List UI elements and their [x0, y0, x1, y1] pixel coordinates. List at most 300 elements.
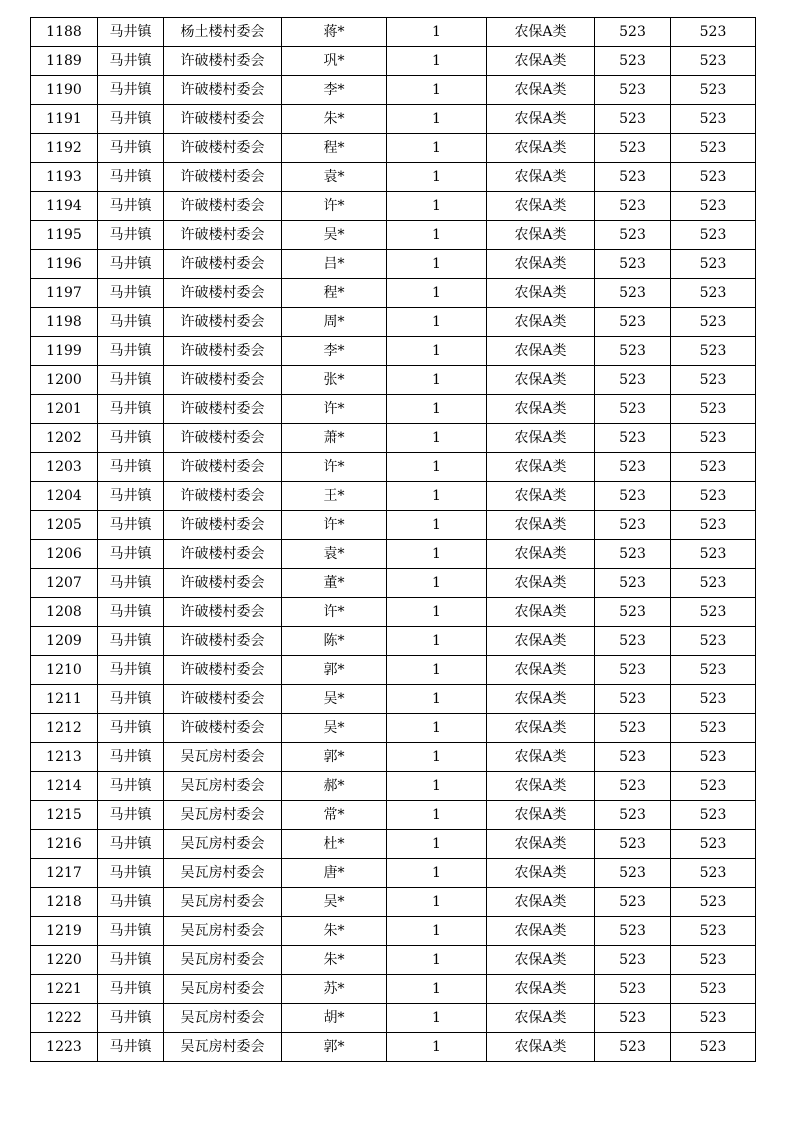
name-cell: 程*: [282, 279, 387, 308]
town-cell: 马井镇: [98, 482, 164, 511]
village-committee-cell: 许破楼村委会: [164, 250, 282, 279]
category-cell: 农保A类: [487, 424, 595, 453]
village-committee-cell: 许破楼村委会: [164, 511, 282, 540]
town-cell: 马井镇: [98, 946, 164, 975]
category-cell: 农保A类: [487, 163, 595, 192]
count-cell: 1: [387, 540, 487, 569]
name-cell: 吴*: [282, 888, 387, 917]
town-cell: 马井镇: [98, 366, 164, 395]
row-number-cell: 1192: [31, 134, 98, 163]
count-cell: 1: [387, 76, 487, 105]
table-row: [31, 598, 756, 627]
table-body: [31, 18, 756, 1062]
name-cell: 许*: [282, 395, 387, 424]
table-row: [31, 830, 756, 859]
row-number-cell: 1218: [31, 888, 98, 917]
payment-amount-cell: 523: [671, 337, 756, 366]
row-number-cell: 1221: [31, 975, 98, 1004]
row-number-cell: 1206: [31, 540, 98, 569]
town-cell: 马井镇: [98, 627, 164, 656]
town-cell: 马井镇: [98, 424, 164, 453]
row-number-cell: 1194: [31, 192, 98, 221]
count-cell: 1: [387, 946, 487, 975]
row-number-cell: 1198: [31, 308, 98, 337]
row-number-cell: 1205: [31, 511, 98, 540]
row-number-cell: 1213: [31, 743, 98, 772]
town-cell: 马井镇: [98, 685, 164, 714]
row-number-cell: 1209: [31, 627, 98, 656]
payment-amount-cell: 523: [671, 453, 756, 482]
category-cell: 农保A类: [487, 598, 595, 627]
town-cell: 马井镇: [98, 975, 164, 1004]
category-cell: 农保A类: [487, 250, 595, 279]
category-cell: 农保A类: [487, 975, 595, 1004]
table-row: [31, 743, 756, 772]
village-committee-cell: 许破楼村委会: [164, 76, 282, 105]
row-number-cell: 1202: [31, 424, 98, 453]
village-committee-cell: 许破楼村委会: [164, 337, 282, 366]
standard-amount-cell: 523: [595, 1033, 671, 1062]
village-committee-cell: 许破楼村委会: [164, 105, 282, 134]
count-cell: 1: [387, 279, 487, 308]
category-cell: 农保A类: [487, 482, 595, 511]
name-cell: 唐*: [282, 859, 387, 888]
standard-amount-cell: 523: [595, 1004, 671, 1033]
village-committee-cell: 杨土楼村委会: [164, 18, 282, 47]
town-cell: 马井镇: [98, 888, 164, 917]
name-cell: 袁*: [282, 540, 387, 569]
payment-amount-cell: 523: [671, 946, 756, 975]
table-row: [31, 308, 756, 337]
payment-amount-cell: 523: [671, 511, 756, 540]
row-number-cell: 1188: [31, 18, 98, 47]
payment-amount-cell: 523: [671, 685, 756, 714]
table-row: [31, 337, 756, 366]
row-number-cell: 1215: [31, 801, 98, 830]
table-row: [31, 279, 756, 308]
name-cell: 郭*: [282, 656, 387, 685]
village-committee-cell: 许破楼村委会: [164, 308, 282, 337]
standard-amount-cell: 523: [595, 743, 671, 772]
town-cell: 马井镇: [98, 308, 164, 337]
count-cell: 1: [387, 163, 487, 192]
standard-amount-cell: 523: [595, 105, 671, 134]
category-cell: 农保A类: [487, 47, 595, 76]
table-row: [31, 250, 756, 279]
table-row: [31, 47, 756, 76]
name-cell: 许*: [282, 511, 387, 540]
town-cell: 马井镇: [98, 221, 164, 250]
payment-amount-cell: 523: [671, 627, 756, 656]
standard-amount-cell: 523: [595, 946, 671, 975]
village-committee-cell: 吴瓦房村委会: [164, 743, 282, 772]
standard-amount-cell: 523: [595, 714, 671, 743]
village-committee-cell: 许破楼村委会: [164, 192, 282, 221]
row-number-cell: 1190: [31, 76, 98, 105]
village-committee-cell: 吴瓦房村委会: [164, 830, 282, 859]
standard-amount-cell: 523: [595, 801, 671, 830]
payment-amount-cell: 523: [671, 366, 756, 395]
row-number-cell: 1200: [31, 366, 98, 395]
row-number-cell: 1208: [31, 598, 98, 627]
count-cell: 1: [387, 714, 487, 743]
name-cell: 郝*: [282, 772, 387, 801]
name-cell: 常*: [282, 801, 387, 830]
count-cell: 1: [387, 482, 487, 511]
category-cell: 农保A类: [487, 105, 595, 134]
category-cell: 农保A类: [487, 946, 595, 975]
name-cell: 朱*: [282, 105, 387, 134]
table-row: [31, 656, 756, 685]
payment-amount-cell: 523: [671, 18, 756, 47]
row-number-cell: 1199: [31, 337, 98, 366]
table-row: [31, 482, 756, 511]
name-cell: 巩*: [282, 47, 387, 76]
count-cell: 1: [387, 395, 487, 424]
category-cell: 农保A类: [487, 540, 595, 569]
payment-amount-cell: 523: [671, 714, 756, 743]
category-cell: 农保A类: [487, 830, 595, 859]
village-committee-cell: 许破楼村委会: [164, 395, 282, 424]
village-committee-cell: 许破楼村委会: [164, 221, 282, 250]
town-cell: 马井镇: [98, 540, 164, 569]
village-committee-cell: 吴瓦房村委会: [164, 772, 282, 801]
count-cell: 1: [387, 134, 487, 163]
category-cell: 农保A类: [487, 714, 595, 743]
category-cell: 农保A类: [487, 685, 595, 714]
name-cell: 程*: [282, 134, 387, 163]
standard-amount-cell: 523: [595, 830, 671, 859]
town-cell: 马井镇: [98, 598, 164, 627]
payment-amount-cell: 523: [671, 656, 756, 685]
standard-amount-cell: 523: [595, 656, 671, 685]
count-cell: 1: [387, 656, 487, 685]
standard-amount-cell: 523: [595, 221, 671, 250]
town-cell: 马井镇: [98, 569, 164, 598]
payment-amount-cell: 523: [671, 192, 756, 221]
category-cell: 农保A类: [487, 1033, 595, 1062]
town-cell: 马井镇: [98, 337, 164, 366]
payment-amount-cell: 523: [671, 424, 756, 453]
standard-amount-cell: 523: [595, 598, 671, 627]
name-cell: 许*: [282, 192, 387, 221]
table-row: [31, 453, 756, 482]
category-cell: 农保A类: [487, 772, 595, 801]
row-number-cell: 1217: [31, 859, 98, 888]
village-committee-cell: 吴瓦房村委会: [164, 946, 282, 975]
payment-amount-cell: 523: [671, 1004, 756, 1033]
count-cell: 1: [387, 772, 487, 801]
count-cell: 1: [387, 975, 487, 1004]
table-row: [31, 134, 756, 163]
row-number-cell: 1212: [31, 714, 98, 743]
village-committee-cell: 许破楼村委会: [164, 685, 282, 714]
town-cell: 马井镇: [98, 772, 164, 801]
category-cell: 农保A类: [487, 366, 595, 395]
name-cell: 王*: [282, 482, 387, 511]
category-cell: 农保A类: [487, 743, 595, 772]
table-row: [31, 946, 756, 975]
town-cell: 马井镇: [98, 395, 164, 424]
standard-amount-cell: 523: [595, 482, 671, 511]
table-row: [31, 627, 756, 656]
payment-amount-cell: 523: [671, 975, 756, 1004]
category-cell: 农保A类: [487, 221, 595, 250]
payment-amount-cell: 523: [671, 917, 756, 946]
table-row: [31, 76, 756, 105]
name-cell: 吴*: [282, 221, 387, 250]
town-cell: 马井镇: [98, 134, 164, 163]
name-cell: 朱*: [282, 917, 387, 946]
town-cell: 马井镇: [98, 192, 164, 221]
payment-amount-cell: 523: [671, 250, 756, 279]
village-committee-cell: 许破楼村委会: [164, 134, 282, 163]
town-cell: 马井镇: [98, 859, 164, 888]
table-row: [31, 366, 756, 395]
name-cell: 许*: [282, 598, 387, 627]
category-cell: 农保A类: [487, 888, 595, 917]
payment-amount-cell: 523: [671, 1033, 756, 1062]
row-number-cell: 1207: [31, 569, 98, 598]
payment-amount-cell: 523: [671, 743, 756, 772]
town-cell: 马井镇: [98, 1033, 164, 1062]
standard-amount-cell: 523: [595, 627, 671, 656]
town-cell: 马井镇: [98, 801, 164, 830]
table-row: [31, 569, 756, 598]
count-cell: 1: [387, 221, 487, 250]
row-number-cell: 1196: [31, 250, 98, 279]
village-committee-cell: 许破楼村委会: [164, 424, 282, 453]
standard-amount-cell: 523: [595, 279, 671, 308]
standard-amount-cell: 523: [595, 47, 671, 76]
payment-amount-cell: 523: [671, 395, 756, 424]
category-cell: 农保A类: [487, 801, 595, 830]
count-cell: 1: [387, 569, 487, 598]
town-cell: 马井镇: [98, 250, 164, 279]
village-committee-cell: 吴瓦房村委会: [164, 917, 282, 946]
category-cell: 农保A类: [487, 859, 595, 888]
village-committee-cell: 许破楼村委会: [164, 656, 282, 685]
payment-amount-cell: 523: [671, 279, 756, 308]
town-cell: 马井镇: [98, 917, 164, 946]
row-number-cell: 1195: [31, 221, 98, 250]
row-number-cell: 1210: [31, 656, 98, 685]
name-cell: 陈*: [282, 627, 387, 656]
category-cell: 农保A类: [487, 134, 595, 163]
standard-amount-cell: 523: [595, 888, 671, 917]
count-cell: 1: [387, 192, 487, 221]
village-committee-cell: 许破楼村委会: [164, 714, 282, 743]
row-number-cell: 1193: [31, 163, 98, 192]
category-cell: 农保A类: [487, 76, 595, 105]
table-row: [31, 917, 756, 946]
table-row: [31, 511, 756, 540]
payment-amount-cell: 523: [671, 47, 756, 76]
standard-amount-cell: 523: [595, 424, 671, 453]
count-cell: 1: [387, 250, 487, 279]
town-cell: 马井镇: [98, 511, 164, 540]
payment-amount-cell: 523: [671, 830, 756, 859]
category-cell: 农保A类: [487, 511, 595, 540]
table-row: [31, 18, 756, 47]
payment-amount-cell: 523: [671, 163, 756, 192]
village-committee-cell: 吴瓦房村委会: [164, 801, 282, 830]
village-committee-cell: 吴瓦房村委会: [164, 1033, 282, 1062]
village-committee-cell: 吴瓦房村委会: [164, 975, 282, 1004]
row-number-cell: 1201: [31, 395, 98, 424]
row-number-cell: 1214: [31, 772, 98, 801]
name-cell: 杜*: [282, 830, 387, 859]
name-cell: 苏*: [282, 975, 387, 1004]
name-cell: 张*: [282, 366, 387, 395]
village-committee-cell: 吴瓦房村委会: [164, 888, 282, 917]
count-cell: 1: [387, 685, 487, 714]
payment-amount-cell: 523: [671, 134, 756, 163]
count-cell: 1: [387, 47, 487, 76]
payment-amount-cell: 523: [671, 569, 756, 598]
table-row: [31, 540, 756, 569]
standard-amount-cell: 523: [595, 540, 671, 569]
town-cell: 马井镇: [98, 830, 164, 859]
village-committee-cell: 许破楼村委会: [164, 279, 282, 308]
standard-amount-cell: 523: [595, 134, 671, 163]
town-cell: 马井镇: [98, 1004, 164, 1033]
category-cell: 农保A类: [487, 917, 595, 946]
town-cell: 马井镇: [98, 105, 164, 134]
name-cell: 董*: [282, 569, 387, 598]
count-cell: 1: [387, 1004, 487, 1033]
payment-amount-cell: 523: [671, 772, 756, 801]
count-cell: 1: [387, 598, 487, 627]
table-row: [31, 975, 756, 1004]
town-cell: 马井镇: [98, 656, 164, 685]
town-cell: 马井镇: [98, 279, 164, 308]
village-committee-cell: 许破楼村委会: [164, 569, 282, 598]
count-cell: 1: [387, 859, 487, 888]
row-number-cell: 1220: [31, 946, 98, 975]
standard-amount-cell: 523: [595, 76, 671, 105]
village-committee-cell: 许破楼村委会: [164, 482, 282, 511]
table-row: [31, 105, 756, 134]
count-cell: 1: [387, 801, 487, 830]
table-row: [31, 772, 756, 801]
town-cell: 马井镇: [98, 453, 164, 482]
row-number-cell: 1204: [31, 482, 98, 511]
standard-amount-cell: 523: [595, 685, 671, 714]
payment-amount-cell: 523: [671, 859, 756, 888]
name-cell: 胡*: [282, 1004, 387, 1033]
name-cell: 朱*: [282, 946, 387, 975]
category-cell: 农保A类: [487, 395, 595, 424]
standard-amount-cell: 523: [595, 859, 671, 888]
beneficiary-table: [30, 17, 756, 1062]
count-cell: 1: [387, 917, 487, 946]
standard-amount-cell: 523: [595, 18, 671, 47]
name-cell: 吕*: [282, 250, 387, 279]
payment-amount-cell: 523: [671, 221, 756, 250]
category-cell: 农保A类: [487, 627, 595, 656]
row-number-cell: 1222: [31, 1004, 98, 1033]
name-cell: 袁*: [282, 163, 387, 192]
standard-amount-cell: 523: [595, 453, 671, 482]
town-cell: 马井镇: [98, 47, 164, 76]
count-cell: 1: [387, 627, 487, 656]
count-cell: 1: [387, 366, 487, 395]
row-number-cell: 1203: [31, 453, 98, 482]
table-row: [31, 424, 756, 453]
table-row: [31, 192, 756, 221]
village-committee-cell: 许破楼村委会: [164, 540, 282, 569]
payment-amount-cell: 523: [671, 801, 756, 830]
standard-amount-cell: 523: [595, 192, 671, 221]
category-cell: 农保A类: [487, 308, 595, 337]
name-cell: 萧*: [282, 424, 387, 453]
category-cell: 农保A类: [487, 569, 595, 598]
count-cell: 1: [387, 337, 487, 366]
table-row: [31, 163, 756, 192]
name-cell: 蒋*: [282, 18, 387, 47]
table-row: [31, 1033, 756, 1062]
name-cell: 郭*: [282, 1033, 387, 1062]
standard-amount-cell: 523: [595, 772, 671, 801]
payment-amount-cell: 523: [671, 482, 756, 511]
payment-amount-cell: 523: [671, 105, 756, 134]
row-number-cell: 1191: [31, 105, 98, 134]
village-committee-cell: 许破楼村委会: [164, 163, 282, 192]
row-number-cell: 1197: [31, 279, 98, 308]
count-cell: 1: [387, 1033, 487, 1062]
table-row: [31, 395, 756, 424]
table-row: [31, 859, 756, 888]
count-cell: 1: [387, 830, 487, 859]
payment-amount-cell: 523: [671, 540, 756, 569]
village-committee-cell: 吴瓦房村委会: [164, 1004, 282, 1033]
payment-amount-cell: 523: [671, 598, 756, 627]
standard-amount-cell: 523: [595, 511, 671, 540]
table-row: [31, 221, 756, 250]
standard-amount-cell: 523: [595, 569, 671, 598]
row-number-cell: 1211: [31, 685, 98, 714]
standard-amount-cell: 523: [595, 337, 671, 366]
row-number-cell: 1216: [31, 830, 98, 859]
standard-amount-cell: 523: [595, 163, 671, 192]
category-cell: 农保A类: [487, 453, 595, 482]
standard-amount-cell: 523: [595, 917, 671, 946]
village-committee-cell: 许破楼村委会: [164, 627, 282, 656]
category-cell: 农保A类: [487, 1004, 595, 1033]
standard-amount-cell: 523: [595, 395, 671, 424]
category-cell: 农保A类: [487, 279, 595, 308]
town-cell: 马井镇: [98, 18, 164, 47]
village-committee-cell: 许破楼村委会: [164, 453, 282, 482]
name-cell: 李*: [282, 76, 387, 105]
payment-amount-cell: 523: [671, 888, 756, 917]
category-cell: 农保A类: [487, 18, 595, 47]
row-number-cell: 1189: [31, 47, 98, 76]
town-cell: 马井镇: [98, 743, 164, 772]
payment-amount-cell: 523: [671, 308, 756, 337]
standard-amount-cell: 523: [595, 366, 671, 395]
count-cell: 1: [387, 18, 487, 47]
table-row: [31, 801, 756, 830]
category-cell: 农保A类: [487, 337, 595, 366]
name-cell: 郭*: [282, 743, 387, 772]
village-committee-cell: 许破楼村委会: [164, 47, 282, 76]
village-committee-cell: 许破楼村委会: [164, 366, 282, 395]
row-number-cell: 1219: [31, 917, 98, 946]
table-row: [31, 714, 756, 743]
town-cell: 马井镇: [98, 76, 164, 105]
